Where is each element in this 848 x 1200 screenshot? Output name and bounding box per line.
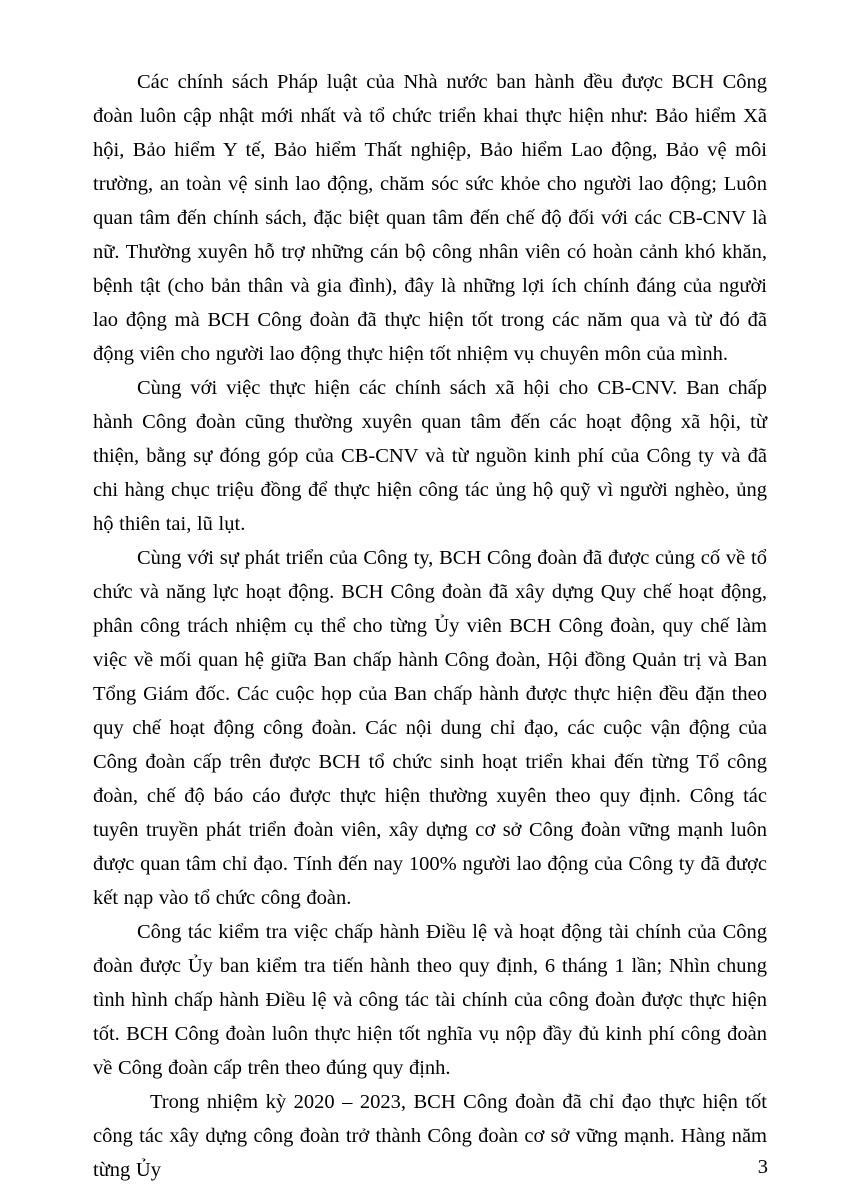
paragraph: Trong nhiệm kỳ 2020 – 2023, BCH Công đoàn đã chỉ đạo thực hiện tốt công tác xây dựng công đoàn trở thành Công đoàn cơ sở vững mạnh. Hàng năm từng Ủy bbox=[93, 1091, 767, 1181]
page-number: 3 bbox=[757, 1156, 768, 1178]
document-body bbox=[93, 65, 767, 1187]
paragraph: Cùng với sự phát triển của Công ty, BCH Công đoàn đã được củng cố về tổ chức và năng lực hoạt động. BCH Công đoàn đã xây dựng Quy chế hoạt động, phân công trách nhiệm cụ thể cho từng Ủy viên BCH Công đoàn, quy chế làm việc về mối quan hệ giữa Ban chấp hành Công đoàn, Hội đồng Quản trị và Ban Tổng Giám đốc. Các cuộc họp của Ban chấp hành được thực hiện đều đặn theo quy chế hoạt động công đoàn. Các nội dung chỉ đạo, các cuộc vận động của Công đoàn cấp trên được BCH tổ chức sinh hoạt triển khai đến từng Tổ công đoàn, chế độ báo cáo được thực hiện thường xuyên theo quy định. Công tác tuyên truyền phát triển đoàn viên, xây dựng cơ sở Công đoàn vững mạnh luôn được quan tâm chỉ đạo. Tính đến nay 100% người lao động của Công ty đã được kết nạp vào tổ chức công đoàn. bbox=[93, 547, 767, 909]
paragraph: Các chính sách Pháp luật của Nhà nước ban hành đều được BCH Công đoàn luôn cập nhật mới nhất và tổ chức triển khai thực hiện như: Bảo hiểm Xã hội, Bảo hiểm Y tế, Bảo hiểm Thất nghiệp, Bảo hiểm Lao động, Bảo vệ môi trường, an toàn vệ sinh lao động, chăm sóc sức khỏe cho người lao động; Luôn quan tâm đến chính sách, đặc biệt quan tâm đến chế độ đối với các CB-CNV là nữ. Thường xuyên hỗ trợ những cán bộ công nhân viên có hoàn cảnh khó khăn, bệnh tật (cho bản thân và gia đình), đây là những lợi ích chính đáng của người lao động mà BCH Công đoàn đã thực hiện tốt trong các năm qua và từ đó đã động viên cho người lao động thực hiện tốt nhiệm vụ chuyên môn của mình. bbox=[93, 71, 767, 365]
paragraph: Công tác kiểm tra việc chấp hành Điều lệ và hoạt động tài chính của Công đoàn được Ủy ban kiểm tra tiến hành theo quy định, 6 tháng 1 lần; Nhìn chung tình hình chấp hành Điều lệ và công tác tài chính của công đoàn được thực hiện tốt. BCH Công đoàn luôn thực hiện tốt nghĩa vụ nộp đầy đủ kinh phí công đoàn về Công đoàn cấp trên theo đúng quy định. bbox=[93, 921, 767, 1079]
paragraph: Cùng với việc thực hiện các chính sách xã hội cho CB-CNV. Ban chấp hành Công đoàn cũng thường xuyên quan tâm đến các hoạt động xã hội, từ thiện, bằng sự đóng góp của CB-CNV và từ nguồn kinh phí của Công ty và đã chi hàng chục triệu đồng để thực hiện công tác ủng hộ quỹ vì người nghèo, ủng hộ thiên tai, lũ lụt. bbox=[93, 377, 767, 535]
